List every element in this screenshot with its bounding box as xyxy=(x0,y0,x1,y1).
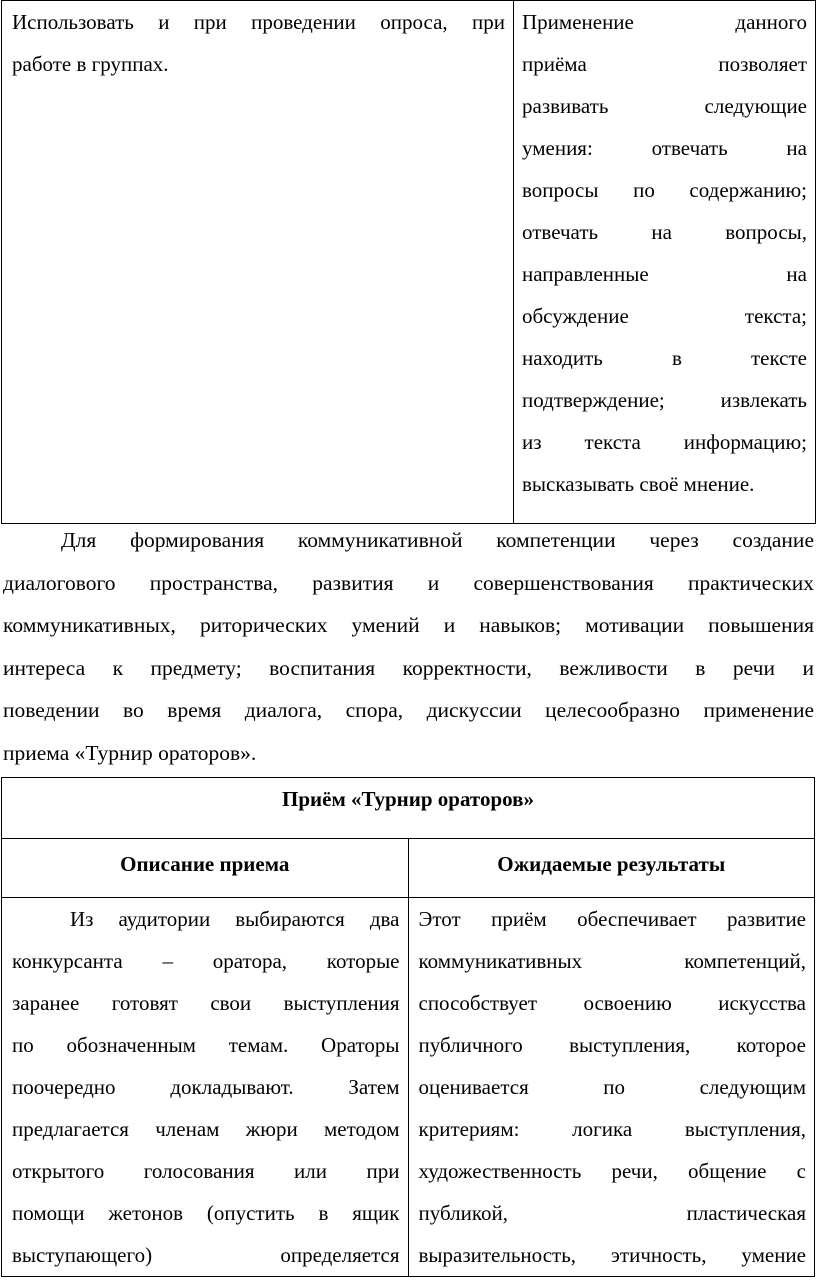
cell-line: умения: отвечать на xyxy=(522,136,807,160)
cell-line: поочередно докладывают. Затем xyxy=(12,1075,400,1099)
cell-line: работе в группах. xyxy=(12,52,169,76)
cell-line: Этот приём обеспечивает развитие xyxy=(418,907,806,931)
cell-line: заранее готовят свои выступления xyxy=(12,991,400,1015)
cell-line: выступающего) определяется xyxy=(12,1243,400,1267)
techniques-table xyxy=(1,0,816,524)
table-title: Приём «Турнир ораторов» xyxy=(2,778,815,839)
cell-line: помощи жетонов (опустить в ящик xyxy=(12,1201,400,1225)
cell-line: конкурсанта – оратора, которые xyxy=(12,949,400,973)
table-row xyxy=(2,1,816,524)
table-row xyxy=(2,839,815,898)
paragraph-line: интереса к предмету; воспитания корректности, вежливости в речи и xyxy=(3,655,814,680)
cell-line: развивать следующие xyxy=(522,94,807,118)
oratory-tournament-table xyxy=(1,777,815,1277)
cell-line: коммуникативных компетенций, xyxy=(418,949,806,973)
paragraph-line: Для формирования коммуникативной компетенции через создание xyxy=(61,528,814,552)
cell-line: выразительность, этичность, умение xyxy=(418,1243,806,1267)
table-cell-usage xyxy=(2,1,514,524)
column-header-description: Описание приема xyxy=(2,839,409,898)
cell-line: Применение данного xyxy=(522,10,807,34)
paragraph-line: коммуникативных, риторических умений и навыков; мотивации повышения xyxy=(3,613,814,637)
cell-line: находить в тексте xyxy=(522,346,807,370)
cell-line: публикой, пластическая xyxy=(418,1201,806,1225)
table-cell-results xyxy=(514,1,816,524)
table-row xyxy=(2,898,815,1277)
cell-line: критериям: логика выступления, xyxy=(418,1117,806,1141)
cell-line: Использовать и при проведении опроса, при xyxy=(12,10,505,34)
paragraph-line: поведении во время диалога, спора, дискуссии целесообразно применение xyxy=(3,698,814,722)
cell-line: обсуждение текста; xyxy=(522,304,807,328)
table-cell-description xyxy=(2,898,409,1277)
cell-line: публичного выступления, которое xyxy=(418,1033,806,1057)
cell-line: Из аудитории выбираются два xyxy=(70,907,400,931)
cell-line: художественность речи, общение с xyxy=(418,1159,806,1183)
cell-line: направленные на xyxy=(522,262,807,286)
cell-line: приёма позволяет xyxy=(522,52,807,76)
cell-line: открытого голосования или при xyxy=(12,1159,400,1183)
paragraph-line: диалогового пространства, развития и совершенствования практических xyxy=(3,570,814,595)
cell-line: предлагается членам жюри методом xyxy=(12,1117,400,1141)
table-row xyxy=(2,778,815,839)
cell-line: способствует освоению искусства xyxy=(418,991,806,1015)
cell-line: вопросы по содержанию; xyxy=(522,178,807,202)
cell-line: по обозначенным темам. Ораторы xyxy=(12,1033,400,1057)
column-header-results: Ожидаемые результаты xyxy=(408,839,815,898)
paragraph-line: приема «Турнир ораторов». xyxy=(3,740,257,765)
cell-line: отвечать на вопросы, xyxy=(522,220,807,244)
cell-line: высказывать своё мнение. xyxy=(522,472,755,496)
cell-line: подтверждение; извлекать xyxy=(522,388,807,412)
cell-line: оценивается по следующим xyxy=(418,1075,806,1099)
body-paragraph xyxy=(3,519,814,774)
cell-line: из текста информацию; xyxy=(522,430,807,454)
table-cell-results xyxy=(408,898,815,1277)
